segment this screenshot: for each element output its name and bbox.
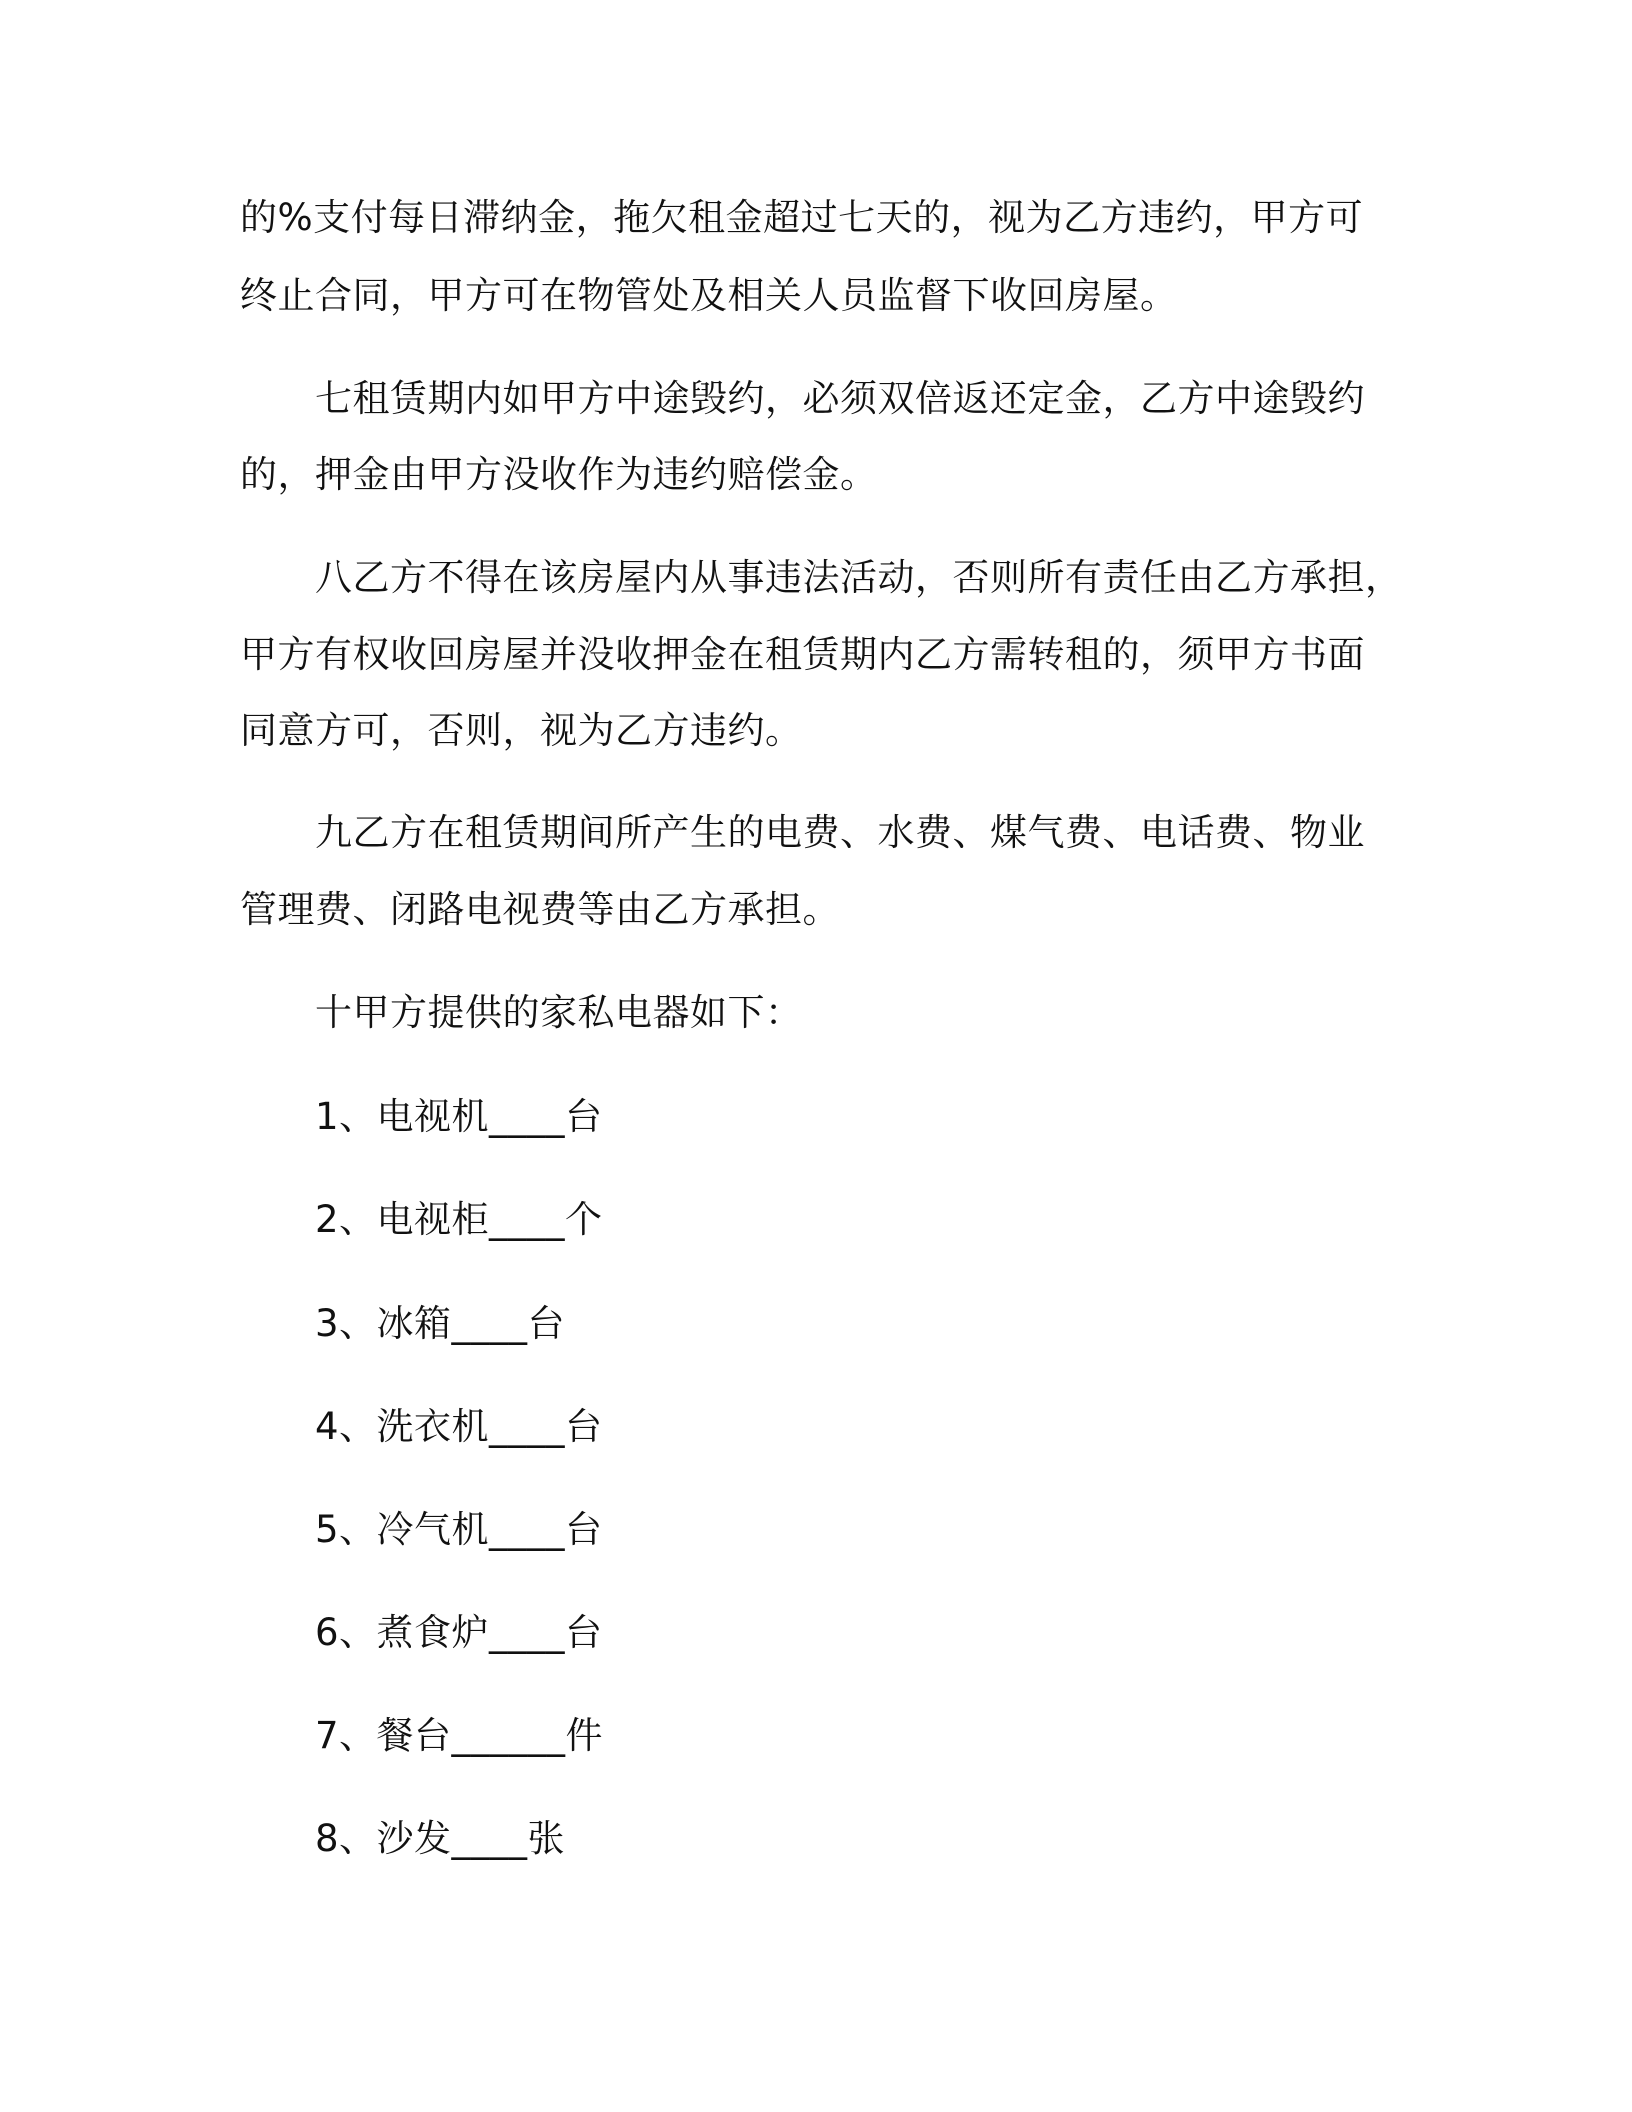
list-item-fridge: 3、冰箱____台	[315, 1302, 566, 1345]
list-item-dining-table: 7、餐台______件	[315, 1714, 604, 1757]
paragraph-9-line-1: 九乙方在租赁期间所产生的电费、水费、煤气费、电话费、物业	[315, 811, 1365, 854]
paragraph-10-line-1: 十甲方提供的家私电器如下：	[315, 991, 803, 1034]
paragraph-9-line-2: 管理费、闭路电视费等由乙方承担。	[240, 888, 840, 931]
paragraph-8-line-3: 同意方可，否则，视为乙方违约。	[240, 709, 803, 752]
list-item-tv: 1、电视机____台	[315, 1095, 603, 1138]
paragraph-7-line-1: 七租赁期内如甲方中途毁约，必须双倍返还定金，乙方中途毁约	[315, 377, 1365, 420]
list-item-washing-machine: 4、洗衣机____台	[315, 1405, 603, 1448]
paragraph-7-line-2: 的，押金由甲方没收作为违约赔偿金。	[240, 453, 878, 496]
paragraph-6-line-1: 的%支付每日滞纳金，拖欠租金超过七天的，视为乙方违约，甲方可	[240, 196, 1364, 239]
list-item-tv-cabinet: 2、电视柜____个	[315, 1198, 603, 1241]
list-item-air-conditioner: 5、冷气机____台	[315, 1508, 603, 1551]
paragraph-8-line-1: 八乙方不得在该房屋内从事违法活动，否则所有责任由乙方承担，	[315, 556, 1403, 599]
list-item-stove: 6、煮食炉____台	[315, 1611, 603, 1654]
list-item-sofa: 8、沙发____张	[315, 1817, 566, 1860]
paragraph-8-line-2: 甲方有权收回房屋并没收押金在租赁期内乙方需转租的，须甲方书面	[240, 633, 1365, 676]
paragraph-6-line-2: 终止合同，甲方可在物管处及相关人员监督下收回房屋。	[240, 274, 1178, 317]
